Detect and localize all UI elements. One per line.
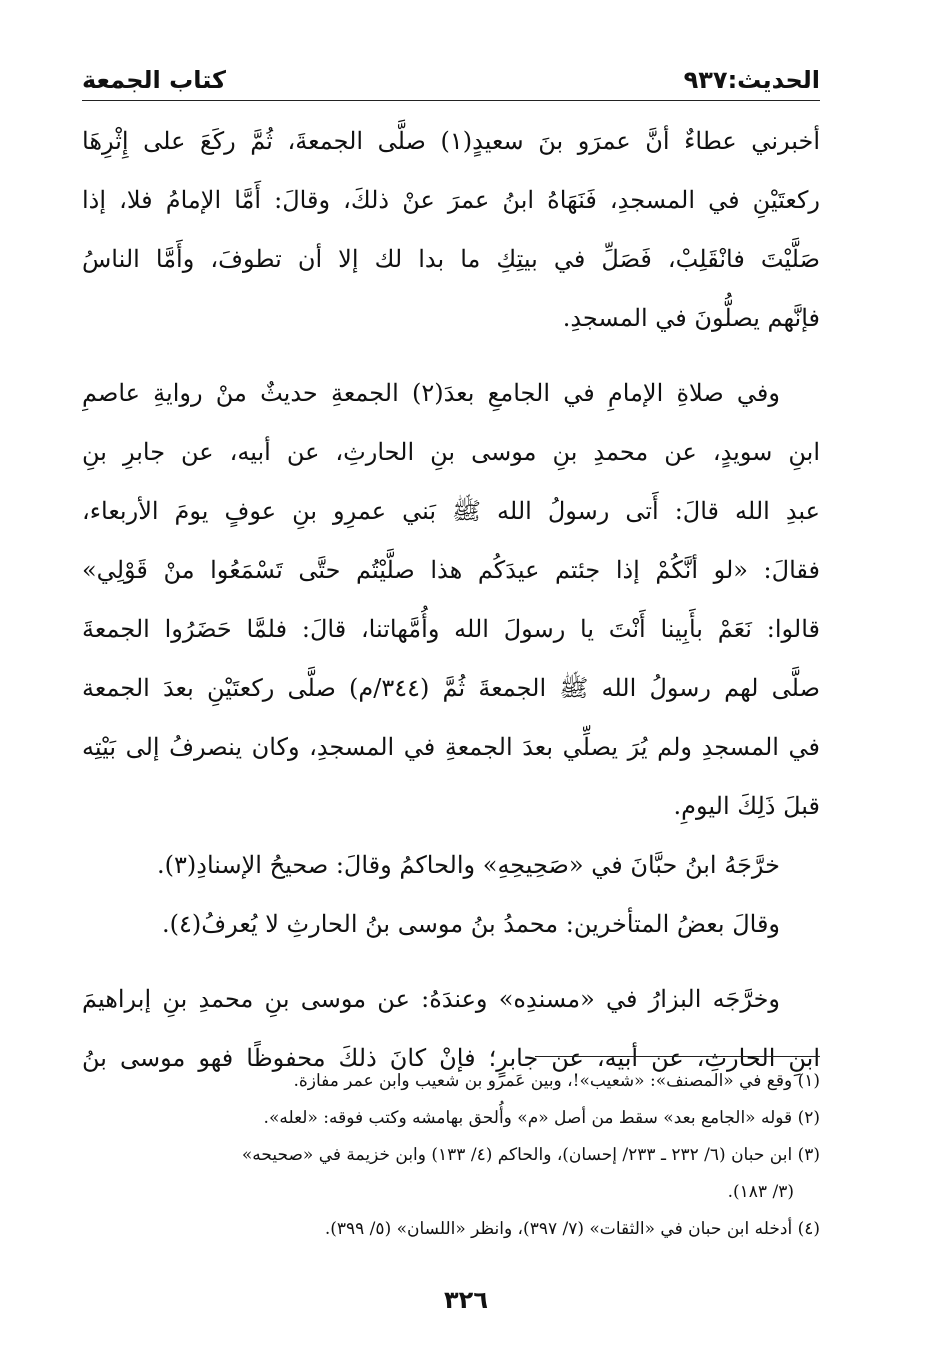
text-line: قالوا: نَعَمْ بأَبِينا أَنْتَ يا رسولَ الله وأُمَّهاتنا، قالَ: فلمَّا حَضَرُوا الجمعةَ <box>82 615 820 643</box>
footnote: (٤) أدخله ابن حبان في «الثقات» (٧/ ٣٩٧)، وانظر «اللسان» (٥/ ٣٩٩). <box>324 1219 820 1239</box>
text-line: وخرَّجَه البزارُ في «مسندِه» وعندَهُ: عن موسى بنِ محمدِ بنِ إبراهيمَ <box>82 985 780 1013</box>
footnote-continuation: (٣/ ١٨٣). <box>727 1182 794 1202</box>
paragraph <box>82 364 820 836</box>
hadith-number-label: الحديث:٩٣٧ <box>683 66 820 94</box>
header-divider <box>82 100 820 101</box>
text-line: أخبرني عطاءٌ أنَّ عمرَو بنَ سعيدٍ(١) صلَّى الجمعةَ، ثُمَّ ركَعَ على إِثْرِهَا <box>82 127 820 155</box>
footnote: (١) وقع في «المصنف»: «شعيب»!، وبين عَمرو بن شعيب وابن عمر مفازة. <box>293 1071 820 1091</box>
running-header <box>82 60 820 100</box>
text-line: وقالَ بعضُ المتأخرين: محمدُ بنُ موسى بنُ الحارثِ لا يُعرفُ(٤). <box>161 910 780 938</box>
text-line: خرَّجَهُ ابنُ حبَّانَ في «صَحِيحِهِ» والحاكمُ وقالَ: صحيحُ الإسنادِ(٣). <box>157 851 780 879</box>
text-line: فقالَ: «لو أنَّكُمْ إذا جئتم عيدَكُم هذا صلَّيْتُم حتَّى تَسْمَعُوا منْ قَوْلِي» <box>82 556 820 584</box>
text-line: صَلَّيْتَ فانْقَلِبْ، فَصَلِّ في بيتِكِ ما بدا لك إلا أن تطوفَ، وأَمَّا الناسُ <box>82 245 820 273</box>
page-number: ٣٢٦ <box>444 1286 488 1314</box>
text-line: ركعتَيْنِ في المسجدِ، فَنَهَاهُ ابنُ عمرَ عنْ ذلكَ، وقالَ: أَمَّا الإمامُ فلا، إذا <box>82 186 820 214</box>
footnotes <box>82 1063 820 1248</box>
paragraph <box>82 112 820 348</box>
text-line: وفي صلاةِ الإمامِ في الجامعِ بعدَ(٢) الجمعةِ حديثٌ منْ روايةِ عاصمِ <box>82 379 780 407</box>
text-line: ابنِ الحارثِ، عن أبيه، عن جابرٍ؛ فإنْ كانَ ذلكَ محفوظًا فهو موسى بنُ <box>82 1044 820 1072</box>
text-line: قبلَ ذَلِكَ اليومِ. <box>673 792 820 820</box>
footnote-divider <box>535 1056 820 1057</box>
book-title: كتاب الجمعة <box>82 66 226 94</box>
text-line: في المسجدِ ولم يُرَ يصلِّي بعدَ الجمعةِ في المسجدِ، وكان ينصرفُ إلى بَيْتِه <box>82 733 820 761</box>
text-line: فإنَّهم يصلُّونَ في المسجدِ. <box>562 304 820 332</box>
footnote: (٢) قوله «الجامع بعد» سقط من أصل «م» وأُلحق بهامشه وكتب فوقه: «لعله». <box>263 1108 820 1128</box>
paragraph <box>82 836 820 895</box>
main-text <box>82 112 820 1088</box>
text-line: صلَّى لهم رسولُ الله ﷺ الجمعةَ ثُمَّ (٣٤٤/م) صلَّى ركعتَيْنِ بعدَ الجمعة <box>82 674 820 702</box>
footnote: (٣) ابن حبان (٦/ ٢٣٢ ـ ٢٣٣/ إحسان)، والحاكم (٤/ ١٣٣) وابن خزيمة في «صحيحه» <box>241 1145 820 1165</box>
paragraph <box>82 895 820 954</box>
text-line: ابنِ سويدٍ، عن محمدِ بنِ موسى بنِ الحارثِ، عن أبيه، عن جابرِ بنِ <box>82 438 820 466</box>
text-line: عبدِ الله قالَ: أَتى رسولُ الله ﷺ بَني عمرِو بنِ عوفٍ يومَ الأربعاء، <box>82 497 820 525</box>
